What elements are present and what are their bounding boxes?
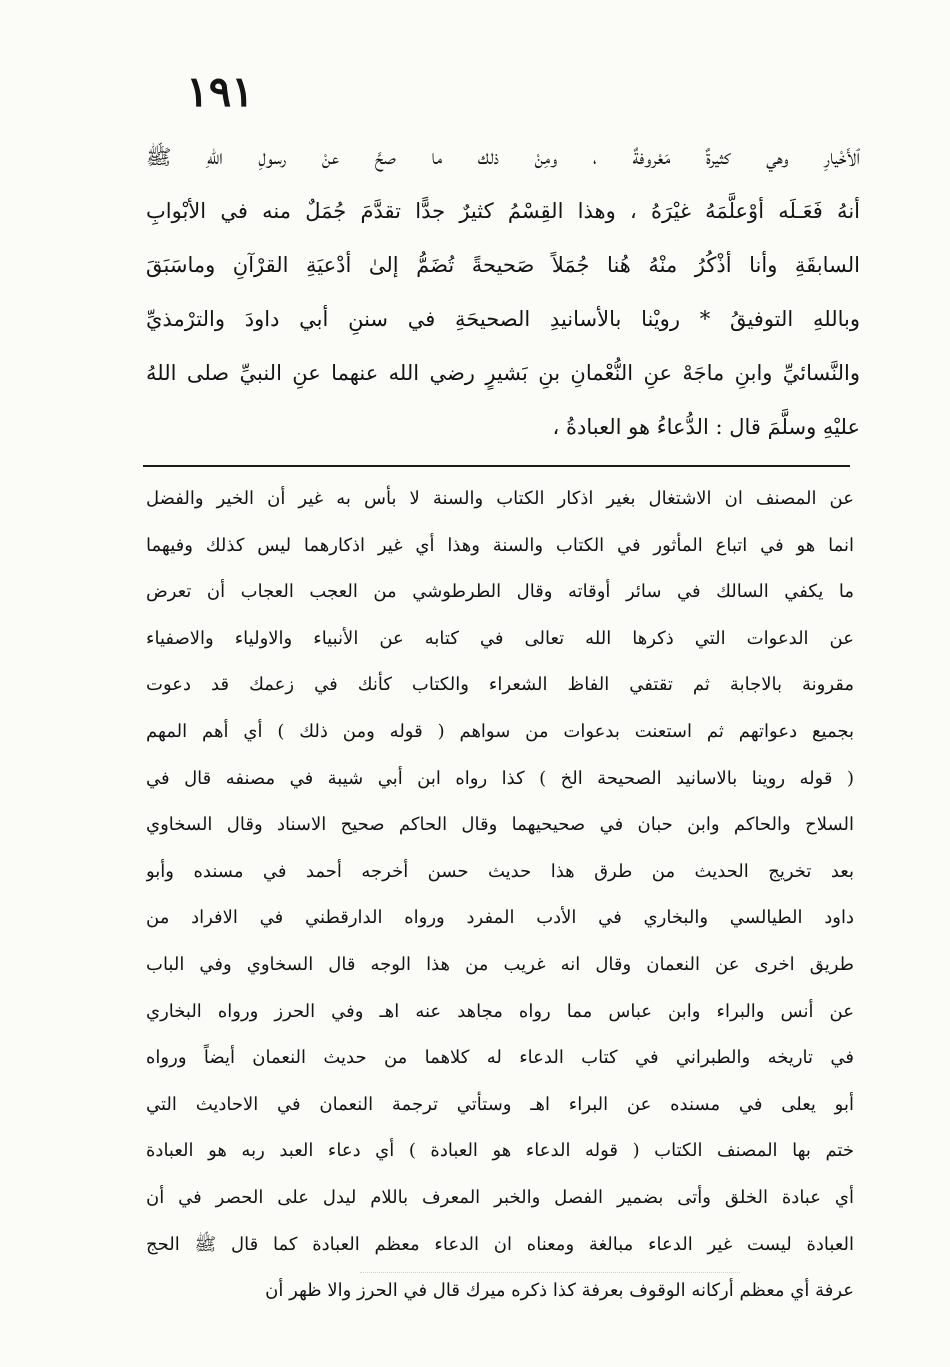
commentary-line: انما هو في اتباع المأثور في الكتاب والسنة وهذا أي غير اذكارهما ليس كذلك وفيهما xyxy=(146,534,854,556)
commentary-line: ختم بها المصنف الكتاب ( قوله الدعاء هو العبادة ) أي دعاء العبد ربه هو العبادة xyxy=(146,1140,854,1162)
main-text-line: أنهُ فَعَـلَه أوْعلَّمَهُ غيْرَهُ ، وهذا القِسْمُ كثيرٌ جدًّا تقدَّمَ جُمَلٌ منه في الأبْوابِ xyxy=(146,199,860,223)
commentary-line: طريق اخرى عن النعمان وقال انه غريب من هذا الوجه قال السخاوي وفي الباب xyxy=(146,953,854,975)
commentary-line: ما يكفي السالك في سائر أوقاته وقال الطرطوشي من العجب العجاب أن تعرض xyxy=(146,581,854,603)
main-text-line: والنَّسائيِّ وابنِ ماجَهْ عنِ النُّعْمانِ بنِ بَشيرٍ رضي الله عنهما عنِ النبيِّ صلى اللهُ xyxy=(146,361,860,385)
commentary-line: داود الطيالسي والبخاري في الأدب المفرد ورواه الدارقطني في الافراد من xyxy=(146,907,854,929)
commentary-line: عن أنس والبراء وابن عباس مما رواه مجاهد عنه اهـ وفي الحرز ورواه البخاري xyxy=(146,1000,854,1022)
commentary-line: عن المصنف ان الاشتغال بغير اذكار الكتاب والسنة لا بأس به غير أن الخير والفضل xyxy=(146,488,854,509)
commentary-line: السلاح والحاكم وابن حبان في صحيحيهما وقال الحاكم صحيح الاسناد وقال السخاوي xyxy=(146,814,854,836)
commentary-line: في تاريخه والطبراني في كتاب الدعاء له كلاهما من حديث النعمان أيضاً ورواه xyxy=(146,1047,854,1069)
commentary-line: أي عبادة الخلق وأتى بضمير الفصل والخبر المعرف باللام ليدل على الحصر في أن xyxy=(146,1186,854,1208)
main-text-line: وباللهِ التوفيقُ * رويْنا بالأسانيدِ الصحيحَةِ في سننِ أبي داودَ والترْمذيِّ xyxy=(146,307,860,331)
commentary-line: ( قوله روينا بالاسانيد الصحيحة الخ ) كذا رواه ابن أبي شيبة في مصنفه قال في xyxy=(146,767,854,789)
separator-rule xyxy=(143,465,850,467)
commentary-line: العبادة ليست غير الدعاء مبالغة ومعناه ان الدعاء معظم العبادة كما قال ﷺ الحج xyxy=(146,1233,854,1255)
main-text-line: ٱلأَخْيارِ وهي كثيرةٌ مَعْروفةٌ ، ومِنْ ذلك ما صحَّ عنْ رسولِ اللهِ ﷺ xyxy=(146,145,860,169)
main-text-line: عليْهِ وسلَّمَ قال : الدُّعاءُ هو العبادةُ ، xyxy=(552,415,860,439)
commentary-line: عن الدعوات التي ذكرها الله تعالى في كتابه عن الأنبياء والاولياء والاصفياء xyxy=(146,627,854,649)
commentary-block xyxy=(146,476,854,1315)
page-number: ١٩١ xyxy=(186,67,254,116)
paper-trace-mark xyxy=(360,1272,740,1273)
commentary-line: بجميع دعواتهم ثم استعنت بدعوات من سواهم ( قوله ومن ذلك ) أي أهم المهم xyxy=(146,720,854,742)
main-text-block xyxy=(146,130,860,454)
commentary-line: عرفة أي معظم أركانه الوقوف بعرفة كذا ذكره ميرك قال في الحرز والا ظهر أن xyxy=(265,1280,854,1302)
commentary-line: بعد تخريج الحديث من طرق هذا حديث حسن أخرجه أحمد في مسنده وأبو xyxy=(146,860,854,882)
main-text-line: السابقَةِ وأنا أذْكُرُ منْهُ هُنا جُمَلاً صَحيحةً تُضَمُّ إلىٰ أدْعيَةِ القرْآنِ وماسَبَقَ xyxy=(146,253,860,277)
commentary-line: مقرونة بالاجابة ثم تقتفي الفاظ الشعراء والكتاب كأنك في زعمك قد دعوت xyxy=(146,674,854,696)
commentary-line: أبو يعلى في مسنده عن البراء اهـ وستأتي ترجمة النعمان في الاحاديث التي xyxy=(146,1093,854,1115)
